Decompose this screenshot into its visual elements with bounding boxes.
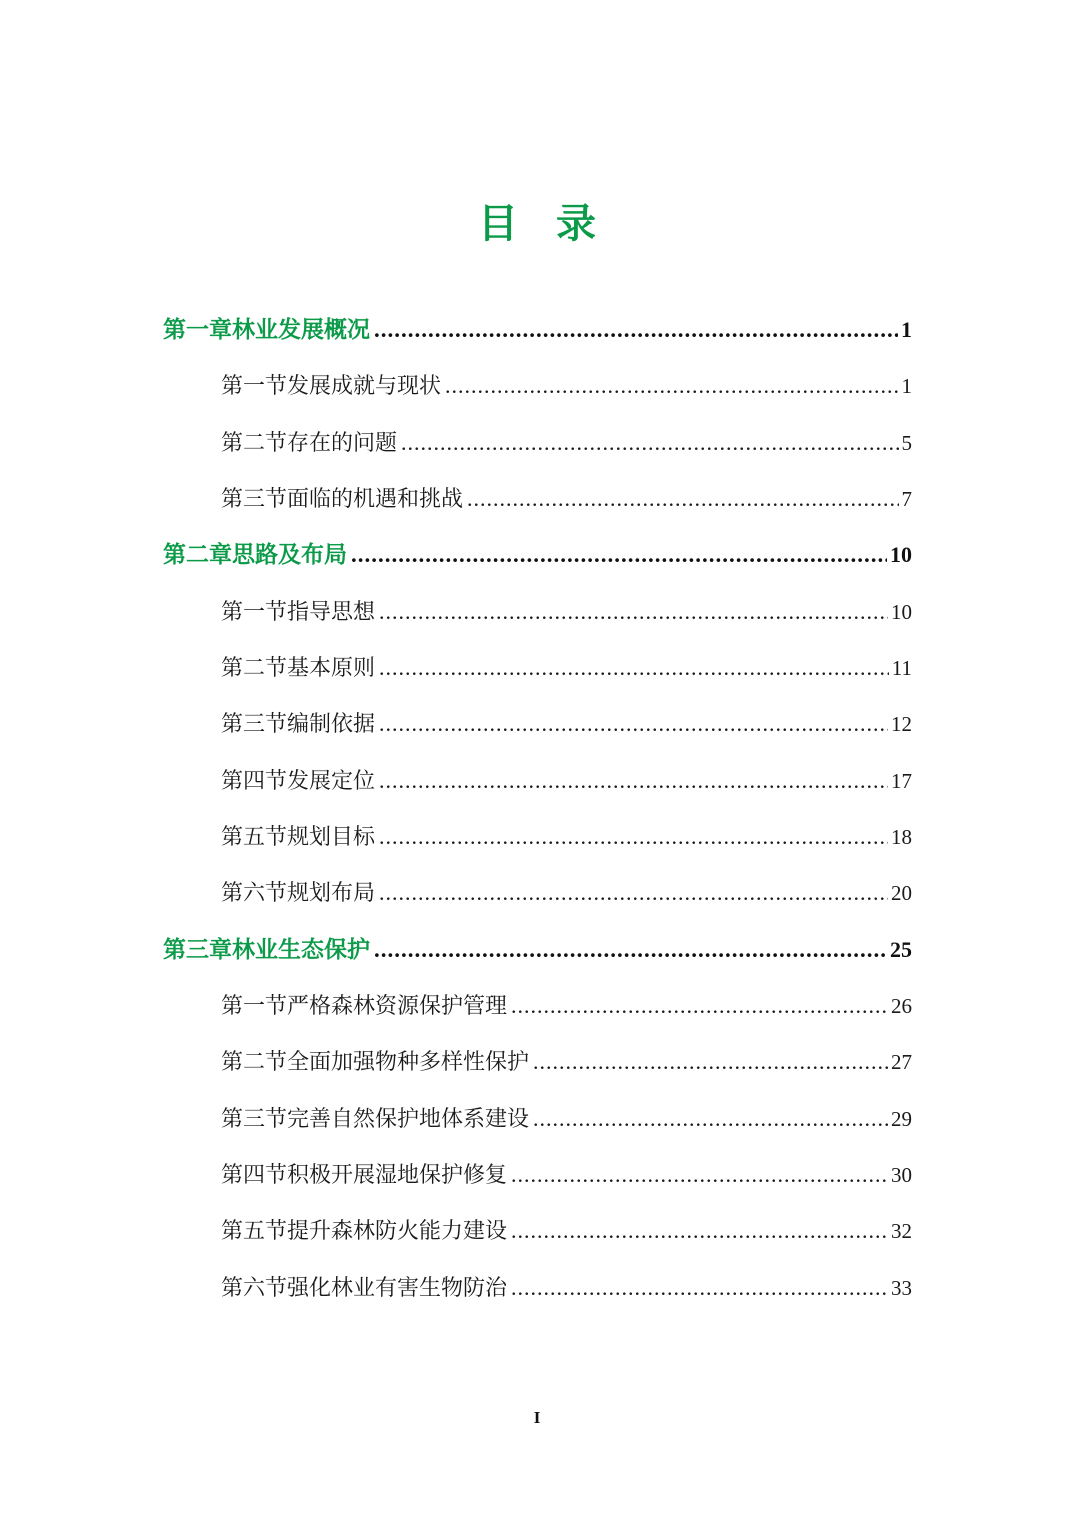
- entry-title: 林业发展概况: [232, 317, 370, 343]
- dot-leader: [467, 483, 898, 515]
- toc-title-char-2: 录: [556, 201, 596, 247]
- entry-title: 完善自然保护地体系建设: [287, 1107, 530, 1132]
- entry-number: 第三节: [221, 487, 288, 512]
- entry-page: 26: [891, 994, 912, 1018]
- entry-title: 基本原则: [287, 656, 376, 681]
- entry-page: 25: [890, 937, 912, 962]
- dot-leader: [511, 990, 888, 1022]
- entry-title: 存在的问题: [287, 431, 398, 456]
- entry-title: 林业生态保护: [232, 937, 370, 963]
- entry-page: 32: [891, 1219, 912, 1243]
- entry-number: 第二节: [221, 431, 288, 456]
- entry-title: 编制依据: [287, 712, 376, 737]
- toc-section[interactable]: [221, 427, 912, 459]
- entry-title: 发展成就与现状: [287, 374, 442, 399]
- entry-number: 第三章: [163, 937, 232, 963]
- entry-title: 指导思想: [287, 600, 376, 625]
- entry-title: 思路及布局: [232, 542, 347, 568]
- toc-chapter-2[interactable]: [163, 539, 912, 571]
- toc-section[interactable]: [221, 990, 912, 1022]
- toc-chapter-3[interactable]: [163, 934, 912, 966]
- entry-page: 7: [901, 487, 912, 511]
- dot-leader: [511, 1272, 888, 1304]
- toc-section[interactable]: [221, 483, 912, 515]
- entry-page: 33: [891, 1276, 912, 1300]
- dot-leader: [379, 765, 888, 797]
- entry-title: 规划目标: [287, 825, 376, 850]
- entry-number: 第二节: [221, 1050, 288, 1075]
- entry-page: 10: [890, 542, 912, 567]
- dot-leader: [533, 1046, 888, 1078]
- entry-number: 第六节: [221, 881, 288, 906]
- entry-number: 第三节: [221, 1107, 288, 1132]
- entry-number: 第四节: [221, 769, 288, 794]
- toc-section[interactable]: [221, 596, 912, 628]
- entry-title: 提升森林防火能力建设: [287, 1219, 508, 1244]
- toc-section[interactable]: [221, 1046, 912, 1078]
- entry-title: 积极开展湿地保护修复: [287, 1163, 508, 1188]
- dot-leader: [379, 708, 888, 740]
- toc-section[interactable]: [221, 1272, 912, 1304]
- toc-section[interactable]: [221, 821, 912, 853]
- dot-leader: [445, 370, 898, 402]
- dot-leader: [533, 1103, 888, 1135]
- entry-page: 30: [891, 1163, 912, 1187]
- entry-page: 1: [901, 317, 912, 342]
- entry-title: 强化林业有害生物防治: [287, 1276, 508, 1301]
- entry-title: 严格森林资源保护管理: [287, 994, 508, 1019]
- dot-leader: [374, 934, 887, 966]
- page-number: I: [533, 1408, 541, 1427]
- entry-number: 第六节: [221, 1276, 288, 1301]
- entry-page: 12: [891, 712, 912, 736]
- entry-page: 29: [891, 1107, 912, 1131]
- toc-section[interactable]: [221, 708, 912, 740]
- entry-number: 第一章: [163, 317, 232, 343]
- entry-page: 17: [891, 769, 912, 793]
- toc-section[interactable]: [221, 1159, 912, 1191]
- entry-page: 1: [901, 374, 912, 398]
- dot-leader: [379, 821, 888, 853]
- entry-title: 规划布局: [287, 881, 376, 906]
- toc-section[interactable]: [221, 765, 912, 797]
- toc-title-char-1: 目: [478, 201, 518, 247]
- entry-number: 第四节: [221, 1163, 288, 1188]
- entry-number: 第三节: [221, 712, 288, 737]
- entry-title: 发展定位: [287, 769, 376, 794]
- dot-leader: [379, 652, 889, 684]
- entry-number: 第二章: [163, 542, 232, 568]
- entry-page: 10: [891, 600, 912, 624]
- entry-number: 第一节: [221, 600, 288, 625]
- entry-number: 第一节: [221, 994, 288, 1019]
- entry-page: 27: [891, 1050, 912, 1074]
- dot-leader: [511, 1215, 888, 1247]
- dot-leader: [379, 596, 888, 628]
- toc-section[interactable]: [221, 652, 912, 684]
- entry-number: 第五节: [221, 1219, 288, 1244]
- entry-page: 11: [891, 656, 912, 680]
- entry-title: 全面加强物种多样性保护: [287, 1050, 530, 1075]
- toc-section[interactable]: [221, 877, 912, 909]
- toc-chapter-1[interactable]: [163, 314, 912, 346]
- entry-number: 第一节: [221, 374, 288, 399]
- dot-leader: [379, 877, 888, 909]
- toc-section[interactable]: [221, 1103, 912, 1135]
- dot-leader: [401, 427, 898, 459]
- dot-leader: [351, 539, 887, 571]
- entry-page: 18: [891, 825, 912, 849]
- entry-page: 5: [901, 431, 912, 455]
- entry-number: 第二节: [221, 656, 288, 681]
- toc-section[interactable]: [221, 370, 912, 402]
- dot-leader: [374, 314, 898, 346]
- entry-page: 20: [891, 881, 912, 905]
- entry-number: 第五节: [221, 825, 288, 850]
- dot-leader: [511, 1159, 888, 1191]
- entry-title: 面临的机遇和挑战: [287, 487, 464, 512]
- toc-section[interactable]: [221, 1215, 912, 1247]
